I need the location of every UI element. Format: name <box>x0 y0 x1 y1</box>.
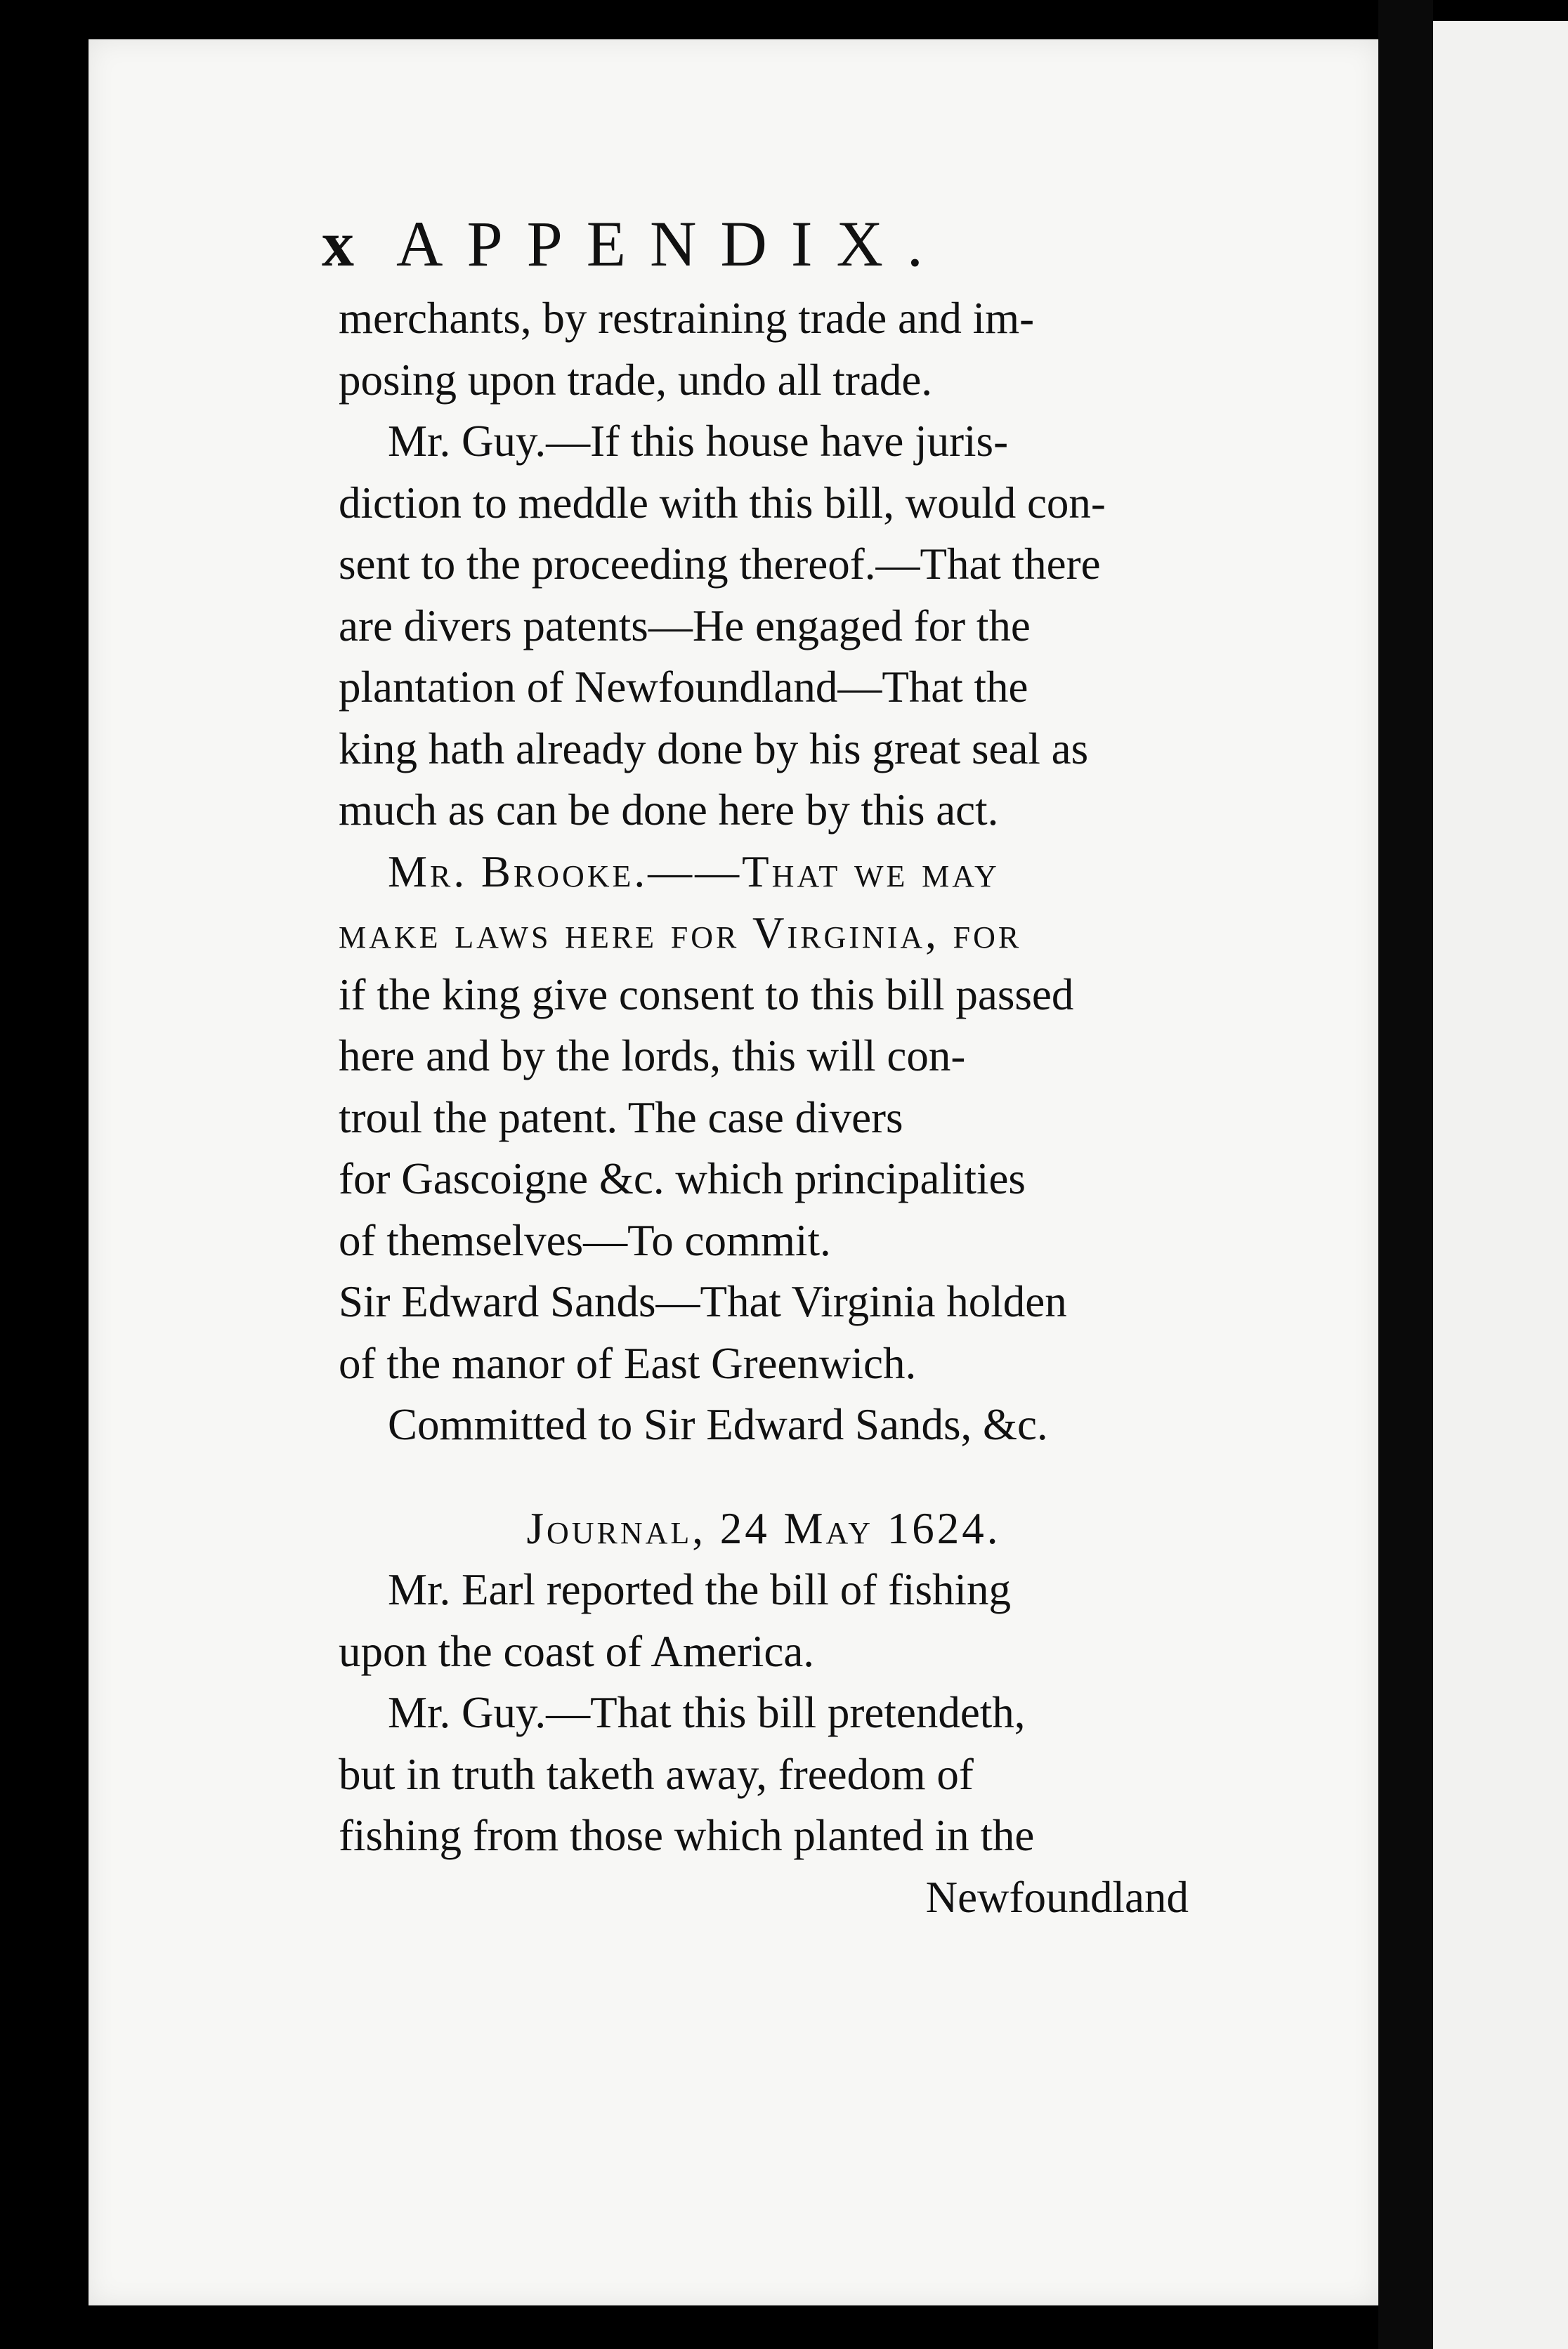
text-line: king hath already done by his great seal as <box>339 724 1089 773</box>
text-line: of themselves—To commit. <box>339 1215 831 1265</box>
section-heading: Journal, 24 May 1624. <box>526 1503 1001 1553</box>
text-line: for Gascoigne &c. which principalities <box>339 1154 1026 1203</box>
text-line: here and by the lords, this will con- <box>339 1031 966 1080</box>
text-line: but in truth taketh away, freedom of <box>339 1749 974 1799</box>
text-line: plantation of Newfoundland—That the <box>339 662 1028 712</box>
text-line: of the manor of East Greenwich. <box>339 1338 917 1388</box>
text-line: sent to the proceeding thereof.—That there <box>339 539 1101 589</box>
facing-page-edge <box>1433 21 1568 2349</box>
text-line: much as can be done here by this act. <box>339 785 999 835</box>
text-line: make laws here for Virginia, for <box>339 908 1022 957</box>
text-line: Mr. Guy.—That this bill pretendeth, <box>388 1688 1026 1737</box>
book-gutter <box>1378 0 1433 2349</box>
text-line: merchants, by restraining trade and im- <box>339 294 1035 343</box>
body-text <box>339 288 1189 1928</box>
text-line: troul the patent. The case divers <box>339 1092 903 1142</box>
text-line: posing upon trade, undo all trade. <box>339 355 933 405</box>
catchword: Newfoundland <box>925 1872 1189 1922</box>
text-line: upon the coast of America. <box>339 1626 815 1676</box>
text-line: diction to meddle with this bill, would con- <box>339 478 1106 528</box>
running-header <box>322 207 947 281</box>
page-number: x <box>322 208 354 280</box>
text-line: Mr. Guy.—If this house have juris- <box>388 417 1009 466</box>
page-title: APPENDIX. <box>396 208 947 280</box>
text-line: if the king give consent to this bill passed <box>339 969 1074 1019</box>
section-gap <box>339 1456 1189 1498</box>
text-line: are divers patents—He engaged for the <box>339 601 1031 650</box>
text-line: Committed to Sir Edward Sands, &c. <box>388 1400 1048 1449</box>
text-line: fishing from those which planted in the <box>339 1811 1035 1860</box>
text-line: Sir Edward Sands—That Virginia holden <box>339 1277 1067 1326</box>
text-line: Mr. Earl reported the bill of fishing <box>388 1565 1012 1614</box>
text-line: Mr. Brooke.——That we may <box>388 846 1000 896</box>
